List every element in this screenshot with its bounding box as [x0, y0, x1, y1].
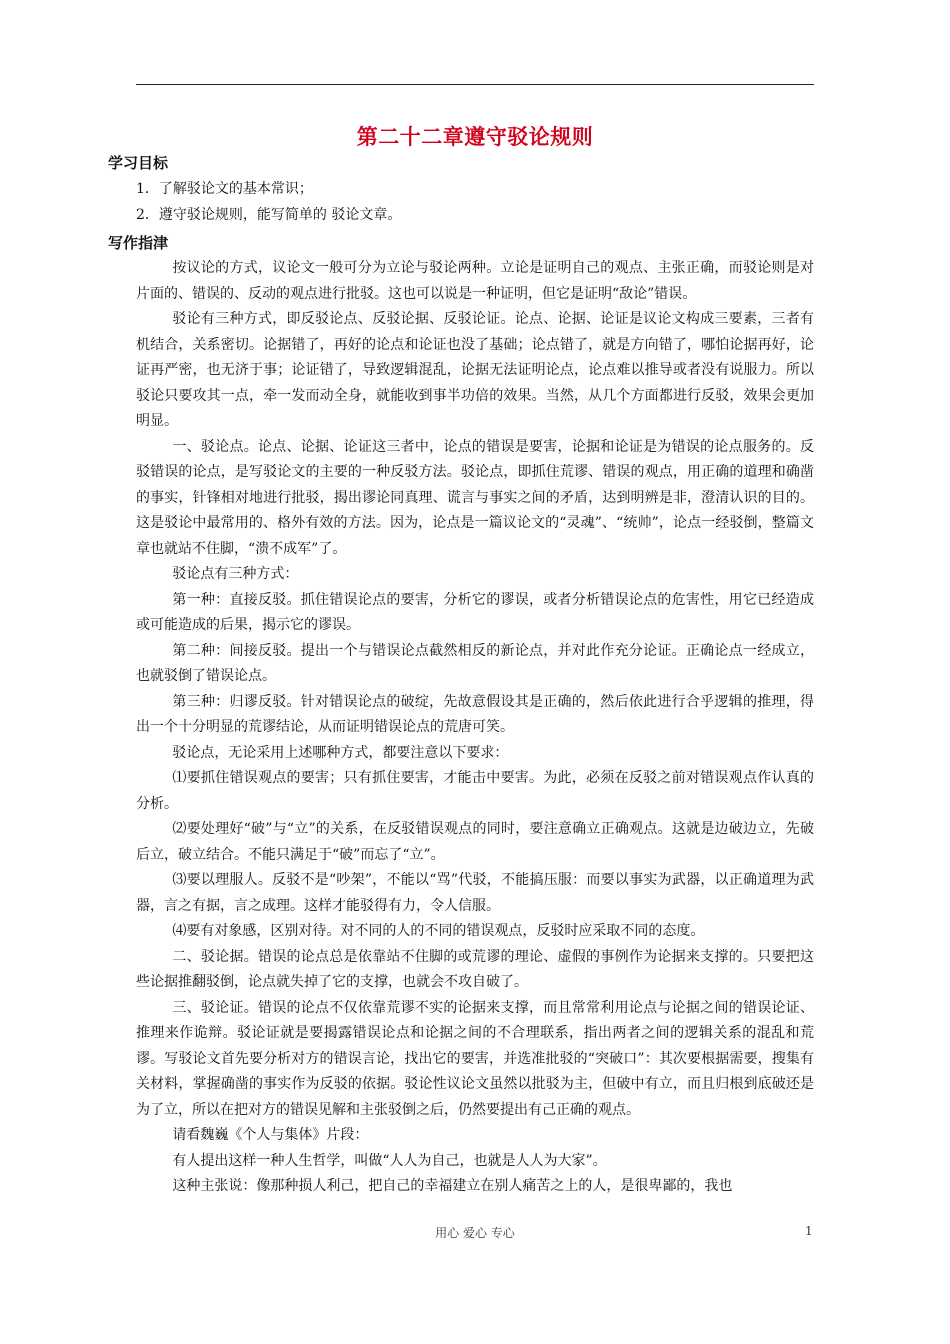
- paragraph: 驳论点，无论采用上述哪种方式，都要注意以下要求：: [172, 744, 509, 761]
- paragraph: 有人提出这样一种人生哲学，叫做“人人为自己，也就是人人为大家”。: [172, 1152, 607, 1169]
- footer-motto: 用心 爱心 专心: [435, 1226, 515, 1240]
- paragraph: 第三种：归谬反驳。针对错误论点的破绽，先故意假设其是正确的，然后依此进行合乎逻辑的推理，得出一个十分明显的荒谬结论，从而证明错误论点的荒唐可笑。: [136, 693, 814, 735]
- paragraph: 一、驳论点。论点、论据、论证这三者中，论点的错误是要害，论据和论证是为错误的论点服务的。反驳错误的论点，是写驳论文的主要的一种反驳方法。驳论点，即抓住荒谬、错误的观点，用正确的道理和确凿的事实，针锋相对地进行批驳，揭出谬论同真理、谎言与事实之间的矛盾，达到明辨是非，澄清认识的目的。这是驳论中最常用的、格外有效的方法。因为，论点是一篇议论文的“灵魂”、“统帅”，论点一经驳倒，整篇文章也就站不住脚，“溃不成军”了。: [136, 438, 814, 557]
- paragraph: ⑵要处理好“破”与“立”的关系，在反驳错误观点的同时，要注意确立正确观点。这就是边破边立，先破后立，破立结合。不能只满足于“破”而忘了“立”。: [136, 821, 814, 863]
- paragraph: 请看魏巍《个人与集体》片段：: [172, 1127, 369, 1143]
- paragraph: ⑴要抓住错误观点的要害；只有抓住要害，才能击中要害。为此，必须在反驳之前对错误观点作认真的分析。: [136, 770, 814, 812]
- header-rule: [136, 84, 814, 85]
- paragraph: 第一种：直接反驳。抓住错误论点的要害，分析它的谬误，或者分析错误论点的危害性，用它已经造成或可能造成的后果，揭示它的谬误。: [136, 591, 814, 633]
- page-number: 1: [805, 1224, 813, 1238]
- goal-item: 2．遵守驳论规则，能写简单的 驳论文章。: [136, 207, 402, 223]
- guide-heading: 写作指津: [108, 234, 169, 252]
- goals-heading: 学习目标: [108, 154, 169, 172]
- paragraph: 驳论有三种方式，即反驳论点、反驳论据、反驳论证。论点、论据、论证是议论文构成三要素，三者有机结合，关系密切。论据错了，再好的论点和论证也没了基础；论点错了，就是方向错了，哪怕论据再好，论证再严密，也无济于事；论证错了，导致逻辑混乱，论据无法证明论点，论点难以推导或者没有说服力。所以驳论只要攻其一点，牵一发而动全身，就能收到事半功倍的效果。当然，从几个方面都进行反驳，效果会更加明显。: [136, 311, 814, 429]
- paragraph: ⑶要以理服人。反驳不是“吵架”，不能以“骂”代驳，不能搞压服：而要以事实为武器，以正确道理为武器，言之有据，言之成理。这样才能驳得有力，令人信服。: [136, 872, 814, 914]
- goal-item: 1．了解驳论文的基本常识；: [136, 181, 313, 197]
- chapter-title: 第二十二章遵守驳论规则: [356, 125, 594, 149]
- paragraph: 这种主张说：像那种损人利己，把自己的幸福建立在别人痛苦之上的人，是很卑鄙的，我也: [172, 1178, 733, 1194]
- paragraph: ⑷要有对象感，区别对待。对不同的人的不同的错误观点，反驳时应采取不同的态度。: [172, 923, 705, 939]
- paragraph: 按议论的方式，议论文一般可分为立论与驳论两种。立论是证明自己的观点、主张正确，而驳论则是对片面的、错误的、反动的观点进行批驳。这也可以说是一种证明，但它是证明“敌论”错误。: [136, 260, 814, 302]
- paragraph: 三、驳论证。错误的论点不仅依靠荒谬不实的论据来支撑，而且常常利用论点与论据之间的错误论证、推理来作诡辩。驳论证就是要揭露错误论点和论据之间的不合理联系，指出两者之间的逻辑关系的混乱和荒谬。写驳论文首先要分析对方的错误言论，找出它的要害，并选准批驳的“突破口”：其次要根据需要，搜集有关材料，掌握确凿的事实作为反驳的依据。驳论性议论文虽然以批驳为主，但破中有立，而且归根到底破还是为了立，所以在把对方的错误见解和主张驳倒之后，仍然要提出有己正确的观点。: [136, 999, 814, 1118]
- paragraph: 第二种：间接反驳。提出一个与错误论点截然相反的新论点，并对此作充分论证。正确论点一经成立，也就驳倒了错误论点。: [136, 642, 814, 684]
- paragraph: 驳论点有三种方式：: [172, 566, 299, 582]
- document-body: [108, 148, 814, 1200]
- paragraph: 二、驳论据。错误的论点总是依靠站不住脚的或荒谬的理论、虚假的事例作为论据来支撑的。只要把这些论据推翻驳倒，论点就失掉了它的支撑，也就会不攻自破了。: [136, 948, 814, 990]
